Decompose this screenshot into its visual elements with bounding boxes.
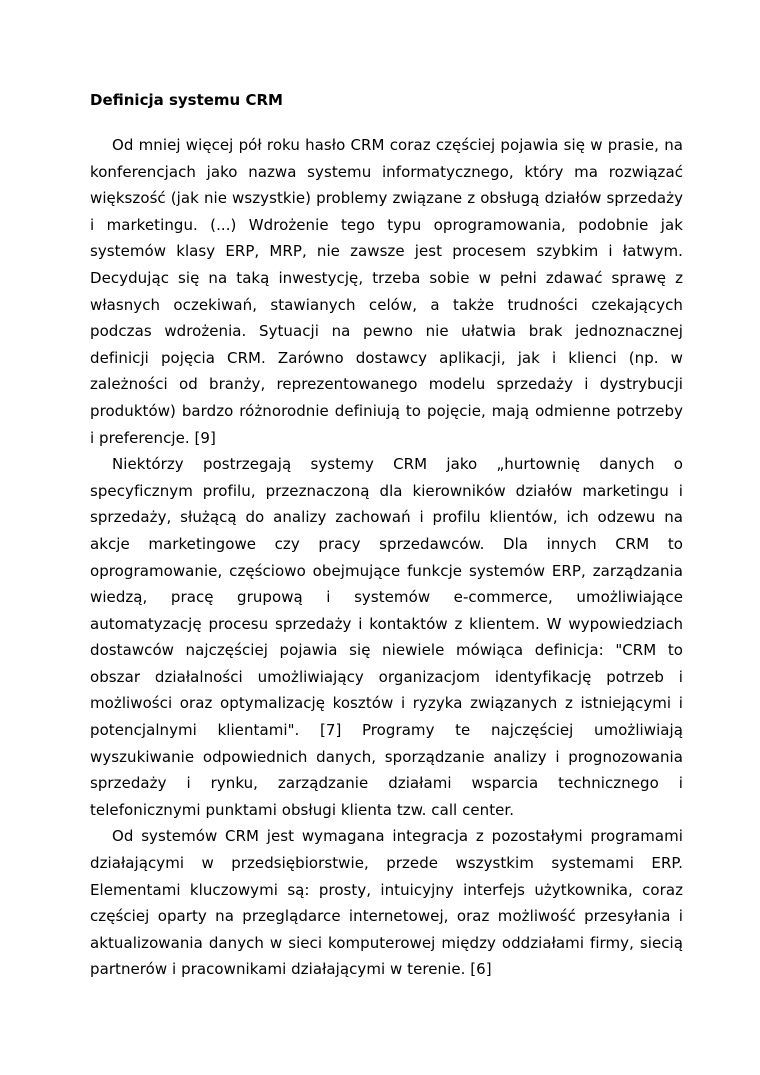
paragraph-3: Od systemów CRM jest wymagana integracja z pozostałymi programami działającymi w przedsiębiorstwie, przede wszystkim systemami ERP. Elementami kluczowymi są: prosty, intuicyjny interfejs użytkownika, coraz częściej oparty na przeglądarce internetowej, oraz możliwość przesyłania i aktualizowania danych w sieci komputerowej między oddziałami firmy, siecią partnerów i pracownikami działającymi w terenie. [6] (90, 827, 683, 979)
page-title: Definicja systemu CRM (90, 91, 283, 109)
paragraph-1: Od mniej więcej pół roku hasło CRM coraz częściej pojawia się w prasie, na konferencjach jako nazwa systemu informatycznego, który ma rozwiązać większość (jak nie wszystkie) problemy związane z obsługą działów sprzedaży i marketingu. (...) Wdrożenie tego typu oprogramowania, podobnie jak systemów klasy ERP, MRP, nie zawsze jest procesem szybkim i łatwym. Decydując się na taką inwestycję, trzeba sobie w pełni zdawać sprawę z własnych oczekiwań, stawianych celów, a także trudności czekających podczas wdrożenia. Sytuacji na pewno nie ułatwia brak jednoznacznej definicji pojęcia CRM. Zarówno dostawcy aplikacji, jak i klienci (np. w zależności od branży, reprezentowanego modelu sprzedaży i dystrybucji produktów) bardzo różnorodnie definiują to pojęcie, mają odmienne potrzeby i preferencje. [9] (90, 136, 683, 447)
paragraph-2: Niektórzy postrzegają systemy CRM jako „hurtownię danych o specyficznym profilu, przeznaczoną dla kierowników działów marketingu i sprzedaży, służącą do analizy zachowań i profilu klientów, ich odzewu na akcje marketingowe czy pracy sprzedawców. Dla innych CRM to oprogramowanie, częściowo obejmujące funkcje systemów ERP, zarządzania wiedzą, pracę grupową i systemów e-commerce, umożliwiające automatyzację procesu sprzedaży i kontaktów z klientem. W wypowiedziach dostawców najczęściej pojawia się niewiele mówiąca definicja: "CRM to obszar działalności umożliwiający organizacjom identyfikację potrzeb i możliwości oraz optymalizację kosztów i ryzyka związanych z istniejącymi i potencjalnymi klientami". [7] Programy te najczęściej umożliwiają wyszukiwanie odpowiednich danych, sporządzanie analizy i prognozowania sprzedaży i rynku, zarządzanie działami wsparcia technicznego i telefonicznymi punktami obsługi klienta tzw. call center. (90, 455, 683, 819)
document-page (90, 90, 683, 983)
